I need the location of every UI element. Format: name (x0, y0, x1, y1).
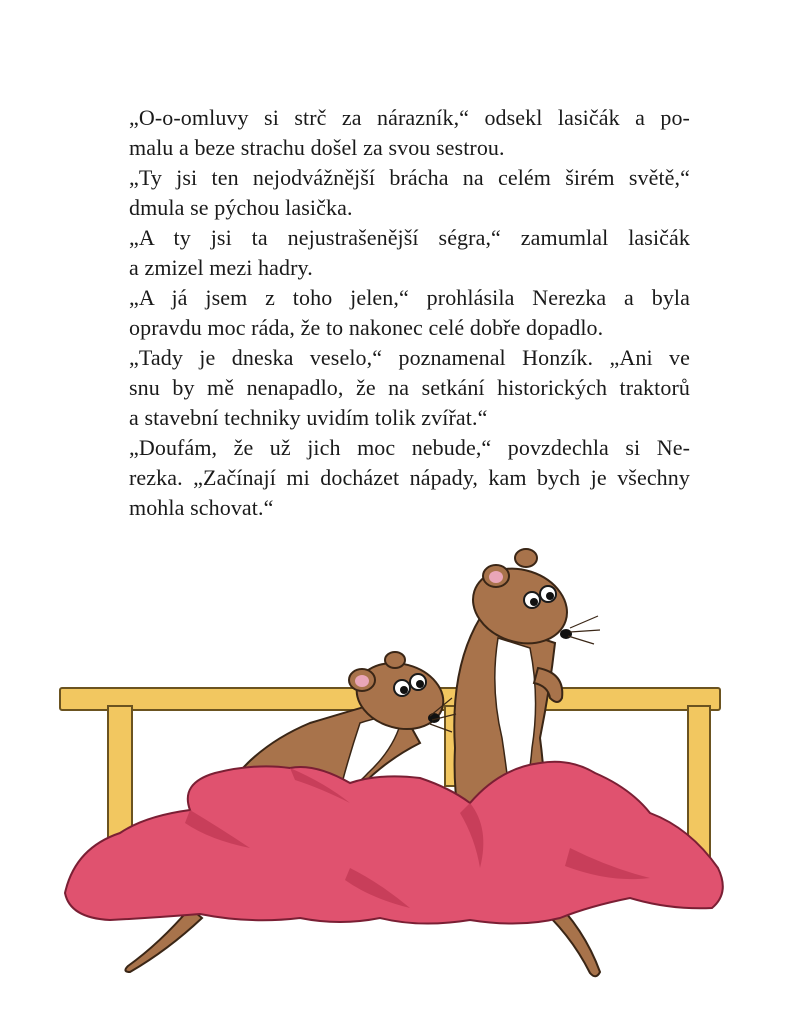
weasel-pupil (400, 686, 408, 694)
weasel-pupil (546, 592, 554, 600)
weasel-whiskers (568, 616, 600, 644)
weasel-ear-inner (489, 571, 503, 583)
text-line: „O-o-omluvy si strč za nárazník,“ odsekl lasičák a po- (129, 105, 690, 130)
text-line: rezka. „Začínají mi docházet nápady, kam bych je všechny (129, 465, 690, 490)
weasel-ear (385, 652, 405, 668)
text-line: „Tady je dneska veselo,“ poznamenal Honzík. „Ani ve (129, 345, 690, 370)
pink-cloth-pile (65, 762, 723, 924)
weasel-ear-inner (355, 675, 369, 687)
text-line: „A ty jsi ta nejustrašenější ségra,“ zamumlal lasičák (129, 225, 690, 250)
text-line: „Doufám, že už jich moc nebude,“ povzdechla si Ne- (129, 435, 690, 460)
paragraph (105, 223, 690, 283)
paragraph (105, 343, 690, 433)
paragraph (105, 283, 690, 343)
text-line: opravdu moc ráda, že to nakonec celé dobře dopadlo. (129, 315, 604, 340)
weasel-ear (515, 549, 537, 567)
weasel-pupil (530, 598, 538, 606)
text-line: „A já jsem z toho jelen,“ prohlásila Nerezka a byla (129, 285, 690, 310)
paragraph (105, 163, 690, 223)
text-line: „Ty jsi ten nejodvážnější brácha na celém širém světě,“ (129, 165, 690, 190)
text-line: a stavební techniky uvidím tolik zvířat.“ (129, 405, 488, 430)
text-line: malu a beze strachu došel za svou sestrou. (129, 135, 505, 160)
weasels-illustration (50, 548, 750, 988)
text-line: a zmizel mezi hadry. (129, 255, 313, 280)
weasel-nose (560, 629, 572, 639)
text-line: mohla schovat.“ (129, 495, 274, 520)
story-text (105, 103, 690, 523)
text-line: dmula se pýchou lasička. (129, 195, 353, 220)
text-line: snu by mě nenapadlo, že na setkání historických traktorů (129, 375, 690, 400)
weasel-pupil (416, 680, 424, 688)
paragraph (105, 103, 690, 163)
paragraph (105, 433, 690, 523)
